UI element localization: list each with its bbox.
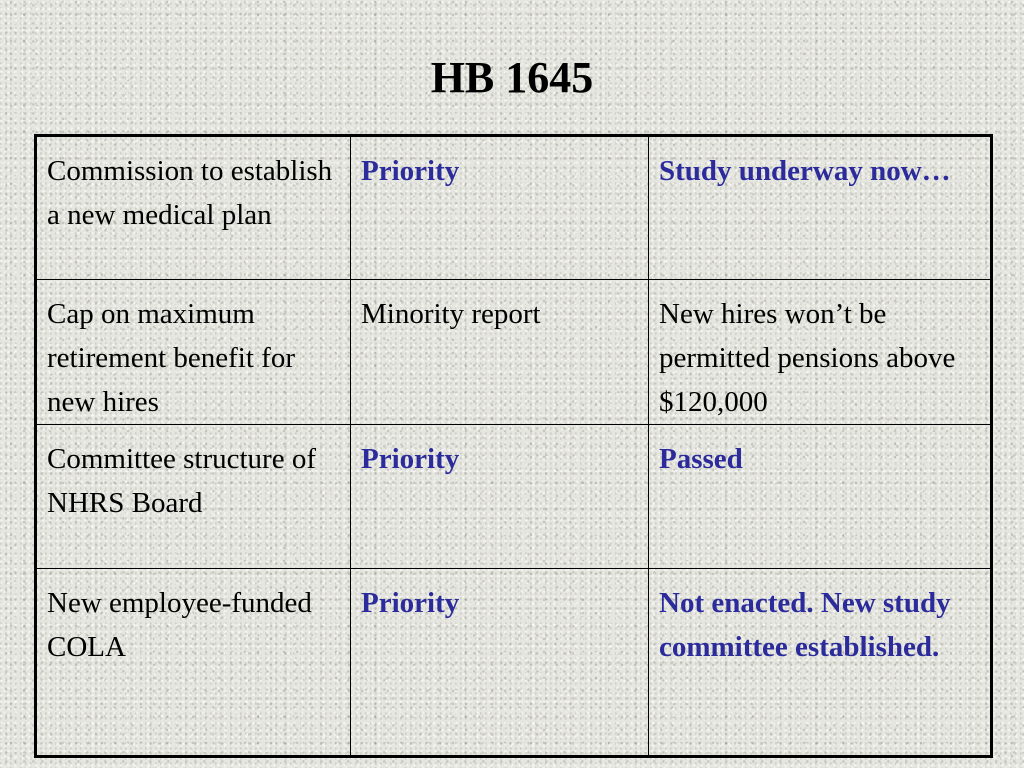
table-row	[36, 280, 992, 425]
legislation-table	[34, 134, 993, 758]
slide-title: HB 1645	[430, 53, 594, 102]
outcome-cell: New hires won’t be permitted pensions above $120,000	[649, 280, 992, 425]
outcome-cell: Study underway now…	[649, 136, 992, 280]
legislation-table-container	[34, 134, 990, 758]
status-cell: Priority	[351, 136, 649, 280]
table-row	[36, 569, 992, 757]
table-row	[36, 136, 992, 280]
status-cell: Priority	[351, 569, 649, 757]
status-cell: Priority	[351, 425, 649, 569]
item-cell: Committee structure of NHRS Board	[36, 425, 351, 569]
outcome-cell: Passed	[649, 425, 992, 569]
item-cell: New employee-funded COLA	[36, 569, 351, 757]
item-cell: Cap on maximum retirement benefit for new hires	[36, 280, 351, 425]
table-row	[36, 425, 992, 569]
item-cell: Commission to establish a new medical plan	[36, 136, 351, 280]
status-cell: Minority report	[351, 280, 649, 425]
outcome-cell: Not enacted. New study committee established.	[649, 569, 992, 757]
